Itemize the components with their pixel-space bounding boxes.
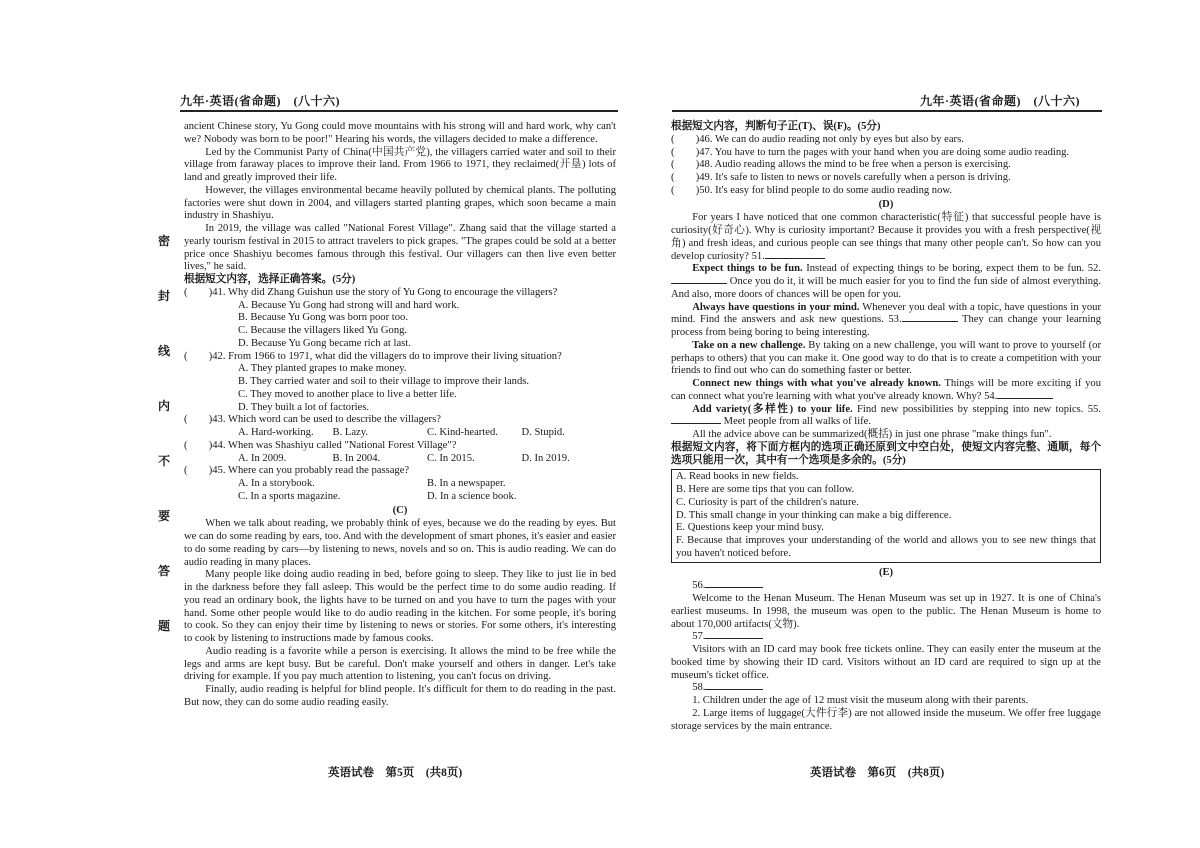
section-heading: (C)	[392, 504, 408, 516]
section-instruction: 根据短文内容，选择正确答案。(5分)	[184, 274, 356, 285]
passage-paragraph	[671, 340, 1101, 378]
tip-heading: Add variety(多样性) to your life.	[692, 403, 853, 415]
list-item: 2. Large items of luggage(大件行李) are not allowed inside the museum. We offer free luggage storage services by the main entrance.	[671, 707, 1101, 732]
answer-blank[interactable]	[705, 638, 763, 639]
seal-char: 线	[158, 344, 171, 358]
true-false-item: ( )46. We can do audio reading not only by eyes but also by ears.	[671, 133, 964, 145]
right-column	[671, 121, 1101, 733]
answer-blank[interactable]	[765, 258, 825, 259]
true-false-item: ( )49. It's safe to listen to news or novels carefully when a person is driving.	[671, 172, 1011, 183]
blank-number: 56.	[692, 580, 706, 592]
answer-options-row	[184, 427, 616, 440]
question-stem: ( )45. Where can you probably read the passage?	[184, 465, 410, 477]
answer-option: B. In 2004.	[332, 452, 381, 464]
answer-option: A. They planted grapes to make money.	[238, 363, 407, 375]
answer-option: C. In a sports magazine.	[238, 490, 341, 502]
tip-heading: Connect new things with what you've already known.	[692, 378, 941, 389]
paragraph-text: For years I have noticed that one common characteristic(特征) that successful people have is curiosity(好奇心). Why is curiosity important? Because it provides you with a fresh perspective(视角) and fresh ideas, and curious people can see things that many other people can't. So how can you develop curiosity? 51.	[671, 212, 1101, 262]
paragraph-text: Things will be more exciting if you can connect what you're learning with what you've already known. Why? 54.	[671, 378, 1101, 402]
tip-heading: Expect things to be fun.	[692, 263, 803, 275]
answer-option: C. Because the villagers liked Yu Gong.	[238, 325, 408, 336]
heading-blank-line	[671, 580, 1101, 593]
answer-option: A. Because Yu Gong had strong will and hard work.	[238, 299, 460, 311]
left-column	[184, 121, 616, 710]
passage-paragraph	[671, 302, 1101, 340]
box-option: E. Questions keep your mind busy.	[676, 522, 824, 534]
seal-char: 封	[158, 289, 171, 303]
passage-paragraph: Welcome to the Henan Museum. The Henan Museum was set up in 1927. It is one of China's earliest museums. In 1998, the museum was open to the public. The Henan Museum is home to about 170,000 artifacts(文物).	[671, 593, 1101, 630]
answer-blank[interactable]	[705, 689, 763, 690]
heading-blank-line	[671, 631, 1101, 644]
question-stem: ( )42. From 1966 to 1971, what did the villagers do to improve their living situation?	[184, 350, 562, 362]
question-stem: ( )43. Which word can be used to describe the villagers?	[184, 414, 441, 426]
passage-paragraph: ancient Chinese story, Yu Gong could move mountains with his strong will and hard work, why can't we? Nobody was born to be poor!" Hearing his words, the villagers decided to make a difference.	[184, 121, 616, 145]
answer-option: D. They built a lot of factories.	[238, 401, 370, 413]
answer-option: B. They carried water and soil to their village to improve their lands.	[238, 376, 530, 387]
list-item: 1. Children under the age of 12 must visit the museum along with their parents.	[692, 695, 1029, 706]
left-page-footer: 英语试卷 第5页 (共8页)	[328, 767, 463, 779]
question-stem: ( )41. Why did Zhang Guishun use the story of Yu Gong to encourage the villagers?	[184, 286, 558, 298]
seal-char: 答	[158, 564, 171, 578]
answer-option: D. Because Yu Gong became rich at last.	[238, 337, 411, 349]
answer-option: C. Kind-hearted.	[427, 427, 498, 438]
seal-char: 内	[158, 399, 171, 413]
answer-option: B. In a newspaper.	[427, 478, 506, 489]
box-option: F. Because that improves your understanding of the world and allows you to see new things that you haven't noticed before.	[676, 535, 1096, 559]
right-header-rule	[672, 110, 1102, 112]
question-stem: ( )44. When was Shashiyu called "National Forest Village"?	[184, 439, 457, 451]
box-option: D. This small change in your thinking can make a big difference.	[676, 509, 952, 521]
answer-option: C. In 2015.	[427, 452, 475, 464]
answer-option: D. In 2019.	[521, 452, 570, 464]
answer-options-row	[184, 478, 616, 491]
paragraph-text: They can change your learning process from being boring to being interesting.	[671, 314, 1101, 338]
true-false-item: ( )47. You have to turn the pages with your hand when you are doing some audio reading.	[671, 146, 1070, 158]
seal-char: 密	[158, 234, 171, 248]
right-page-footer: 英语试卷 第6页 (共8页)	[810, 767, 945, 779]
answer-blank[interactable]	[671, 283, 727, 284]
paragraph-text: Once you do it, it will be much easier for you to find the fun side of almost everything. And also, more doors of chances will be open for you.	[671, 276, 1101, 300]
paragraph-text: Find new possibilities by stepping into new topics. 55.	[852, 403, 1102, 415]
answer-blank[interactable]	[705, 587, 763, 588]
answer-blank[interactable]	[671, 423, 721, 424]
heading-blank-line	[671, 682, 1101, 695]
answer-option: A. Hard-working.	[238, 427, 314, 438]
options-box	[671, 469, 1101, 562]
answer-option: B. Because Yu Gong was born poor too.	[238, 312, 408, 324]
answer-blank[interactable]	[997, 398, 1053, 399]
tip-heading: Take on a new challenge.	[692, 339, 806, 351]
answer-option: A. In 2009.	[238, 452, 287, 464]
seal-char: 要	[158, 509, 171, 523]
passage-paragraph: Audio reading is a favorite while a person is exercising. It allows the mind to be free while the legs and arms are kept busy. But be careful. Don't make yourself and others in danger. Let's take driving for example. If you pay much attention to listening, you can't focus on driving.	[184, 645, 616, 683]
blank-number: 58.	[692, 682, 706, 694]
box-option: B. Here are some tips that you can follow.	[676, 484, 855, 495]
answer-option: A. In a storybook.	[238, 478, 315, 489]
passage-paragraph	[671, 404, 1101, 430]
passage-paragraph	[671, 263, 1101, 301]
true-false-item: ( )50. It's easy for blind people to do some audio reading now.	[671, 184, 953, 196]
passage-paragraph: Led by the Communist Party of China(中国共产党), the villagers carried water and soil to their village from faraway places to improve their land. From 1966 to 1971, they reclaimed(开垦) lots of land and greatly improved their life.	[184, 146, 616, 183]
answer-options-row	[184, 491, 616, 504]
seal-char: 题	[158, 619, 171, 633]
box-option: C. Curiosity is part of the children's nature.	[676, 496, 859, 508]
section-instruction: 根据短文内容，判断句子正(T)、误(F)。(5分)	[671, 121, 881, 132]
passage-paragraph	[671, 212, 1101, 263]
section-instruction: 根据短文内容，将下面方框内的选项正确还原到文中空白处，使短文内容完整、通顺，每个选项只能用一次，其中有一个选项是多余的。(5分)	[671, 441, 1101, 466]
section-heading: (D)	[878, 198, 894, 210]
box-option: A. Read books in new fields.	[676, 471, 799, 483]
tip-heading: Always have questions in your mind.	[692, 301, 860, 313]
seal-char: 不	[158, 454, 171, 468]
section-heading: (E)	[878, 566, 894, 578]
left-header-title: 九年·英语(省命题) (八十六)	[180, 94, 340, 108]
passage-paragraph: All the advice above can be summarized(概括) in just one phrase "make things fun".	[692, 429, 1052, 440]
paragraph-text: Instead of expecting things to be boring, expect them to be fun. 52.	[802, 263, 1101, 275]
answer-options-row	[184, 453, 616, 466]
left-header-rule	[180, 110, 618, 112]
answer-option: D. In a science book.	[427, 490, 517, 502]
answer-option: B. Lazy.	[332, 427, 368, 438]
passage-paragraph: In 2019, the village was called "National Forest Village". Zhang said that the village started a yearly tourism festival in 2015 to attract travelers to pick grapes. "The grapes could be sold at a better price once Shashiyu becomes famous through this festival. Our villagers can then live even better lives," he said.	[184, 223, 616, 273]
blank-number: 57.	[692, 631, 706, 643]
paragraph-text: Meet people from all walks of life.	[721, 416, 872, 428]
answer-option: C. They moved to another place to live a better life.	[238, 388, 457, 400]
answer-blank[interactable]	[902, 321, 958, 322]
passage-paragraph: Finally, audio reading is helpful for blind people. It's difficult for them to do reading in the past. But now, they can do some audio reading easily.	[184, 684, 616, 708]
paragraph-text: By taking on a new challenge, you will want to prove to yourself (or perhaps to others) that you can make it. One good way to do that is to create a competition with your friends to find out who can do something faster or better.	[671, 339, 1102, 377]
passage-paragraph	[671, 378, 1101, 404]
right-header-title: 九年·英语(省命题) (八十六)	[920, 94, 1080, 108]
passage-paragraph: Many people like doing audio reading in bed, before going to sleep. They like to just lie in bed in the darkness before they fall asleep. This would be the perfect time to do some audio reading. If you read an ordinary book, the lights have to be turned on and you have to turn the pages with your hand. Some other people would like to do audio reading in the kitchen. For some people, it's boring to cook. So they can enjoy their time by listening to news or stories. For some others, it's interesting to cook by listening to instructions made by famous cooks.	[184, 569, 616, 644]
passage-paragraph: When we talk about reading, we probably think of eyes, because we do the reading by eyes. But we can do some reading by ears, too. And with the development of smart phones, it's easier and easier to do some reading by cars—by listening to news, novels and so on. This is audio reading. We can do audio reading in many places.	[184, 518, 616, 568]
passage-paragraph: Visitors with an ID card may book free tickets online. They can easily enter the museum at the booked time by showing their ID card. Visitors without an ID card are required to sign up at the museum's ticket office.	[671, 644, 1101, 681]
answer-option: D. Stupid.	[521, 427, 565, 438]
paragraph-text: Whenever you deal with a topic, have questions in your mind. Find the answers and ask new questions. 53.	[671, 301, 1101, 326]
true-false-item: ( )48. Audio reading allows the mind to be free when a person is exercising.	[671, 159, 1011, 171]
passage-paragraph: However, the villages environmental became heavily polluted by chemical plants. The polluting factories were shut down in 2004, and villagers started planting grapes, which soon became a main industry in Shashiyu.	[184, 184, 616, 222]
right-page	[600, 0, 1200, 848]
